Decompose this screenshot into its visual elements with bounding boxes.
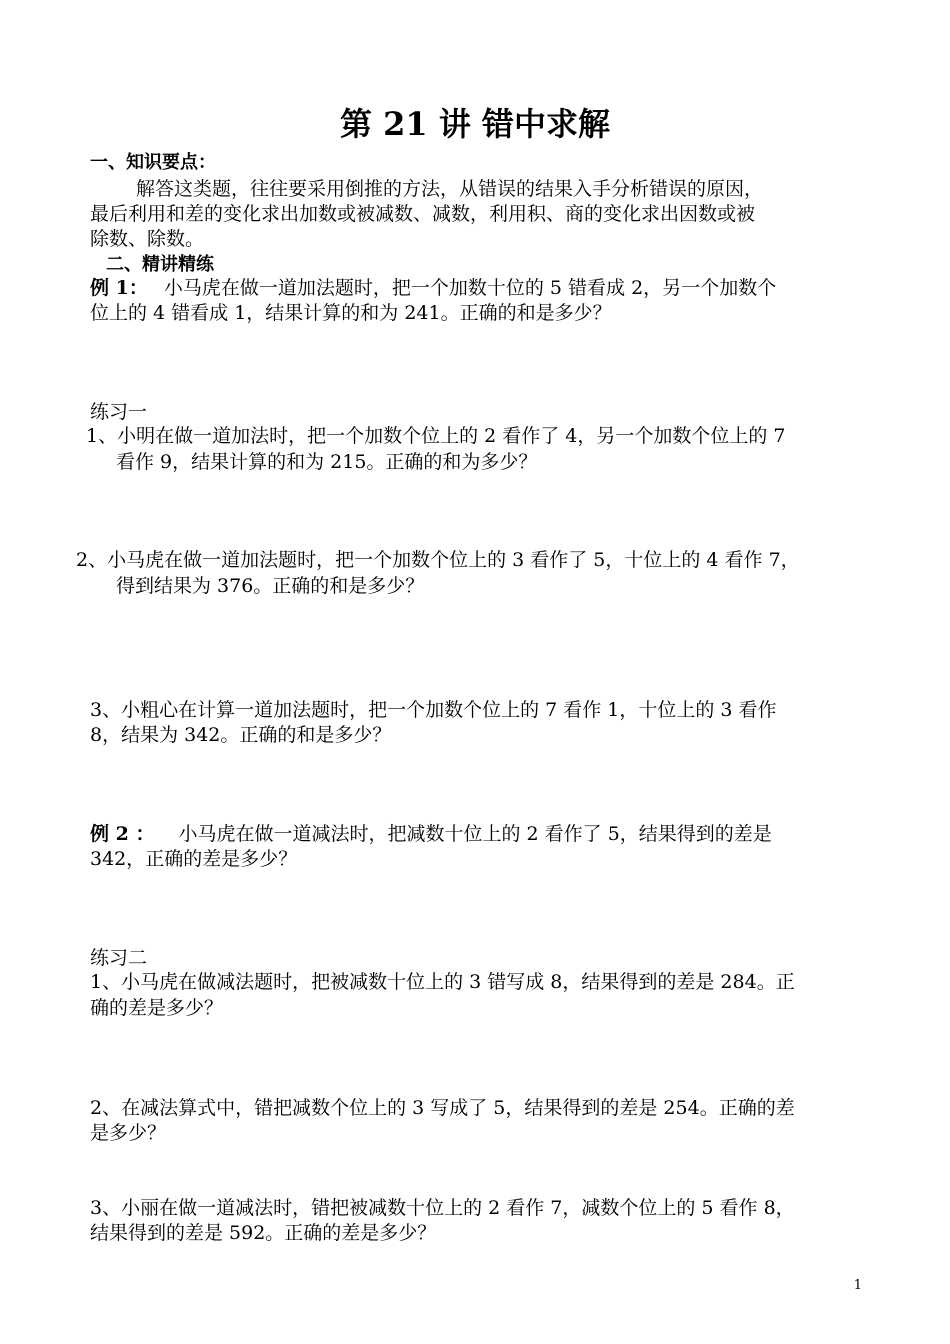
page-number: 1 [853,1278,862,1293]
practice-2-label: 练习二 [90,947,148,969]
example-2-line-2: 342，正确的差是多少？ [90,848,298,870]
practice-2-item-3-line-2: 结果得到的差是 592。正确的差是多少？ [90,1222,437,1244]
section-heading-practice: 二、精讲精练 [106,254,214,275]
knowledge-paragraph-line-3: 除数、除数。 [90,228,205,250]
practice-2-item-1-line-1: 1、小马虎在做减法题时，把被减数十位上的 3 错写成 8，结果得到的差是 284。正 [90,971,795,993]
practice-2-item-3-line-1: 3、小丽在做一道减法时，错把被减数十位上的 2 看作 7，减数个位上的 5 看作 8， [90,1197,795,1219]
practice-1-item-2-line-1: 2、小马虎在做一道加法题时，把一个加数个位上的 3 看作了 5，十位上的 4 看作 7， [76,549,800,571]
example-1 [90,276,870,301]
example-2-line-1: 小马虎在做一道减法时，把减数十位上的 2 看作了 5，结果得到的差是 [178,823,772,845]
page-title: 第 21 讲 错中求解 [340,105,610,143]
example-1-label: 例 1： [90,277,148,299]
example-2 [90,822,870,847]
example-1-line-1: 小马虎在做一道加法题时，把一个加数十位的 5 错看成 2，另一个加数个 [163,277,777,299]
practice-1-item-2-line-2: 得到结果为 376。正确的和是多少？ [116,575,425,597]
example-2-label: 例 2 ： [90,823,155,845]
knowledge-paragraph-line-2: 最后利用和差的变化求出加数或被减数、减数，利用积、商的变化求出因数或被 [90,203,756,225]
knowledge-paragraph-line-1: 解答这类题，往往要采用倒推的方法，从错误的结果入手分析错误的原因， [136,178,764,200]
practice-2-item-1-line-2: 确的差是多少？ [90,997,224,1019]
practice-2-item-2-line-1: 2、在减法算式中，错把减数个位上的 3 写成了 5，结果得到的差是 254。正确的差 [90,1097,795,1119]
practice-2-item-2-line-2: 是多少？ [90,1122,167,1144]
practice-1-item-1-line-1: 1、小明在做一道加法时，把一个加数个位上的 2 看作了 4，另一个加数个位上的 7 [86,425,786,447]
section-heading-knowledge: 一、知识要点： [90,152,216,173]
example-1-line-2: 位上的 4 错看成 1，结果计算的和为 241。正确的和是多少？ [90,302,612,324]
practice-1-item-1-line-2: 看作 9，结果计算的和为 215。正确的和为多少？ [116,451,538,473]
practice-1-label: 练习一 [90,401,148,423]
practice-1-item-3-line-2: 8，结果为 342。正确的和是多少？ [90,724,392,746]
practice-1-item-3-line-1: 3、小粗心在计算一道加法题时，把一个加数个位上的 7 看作 1，十位上的 3 看作 [90,699,777,721]
